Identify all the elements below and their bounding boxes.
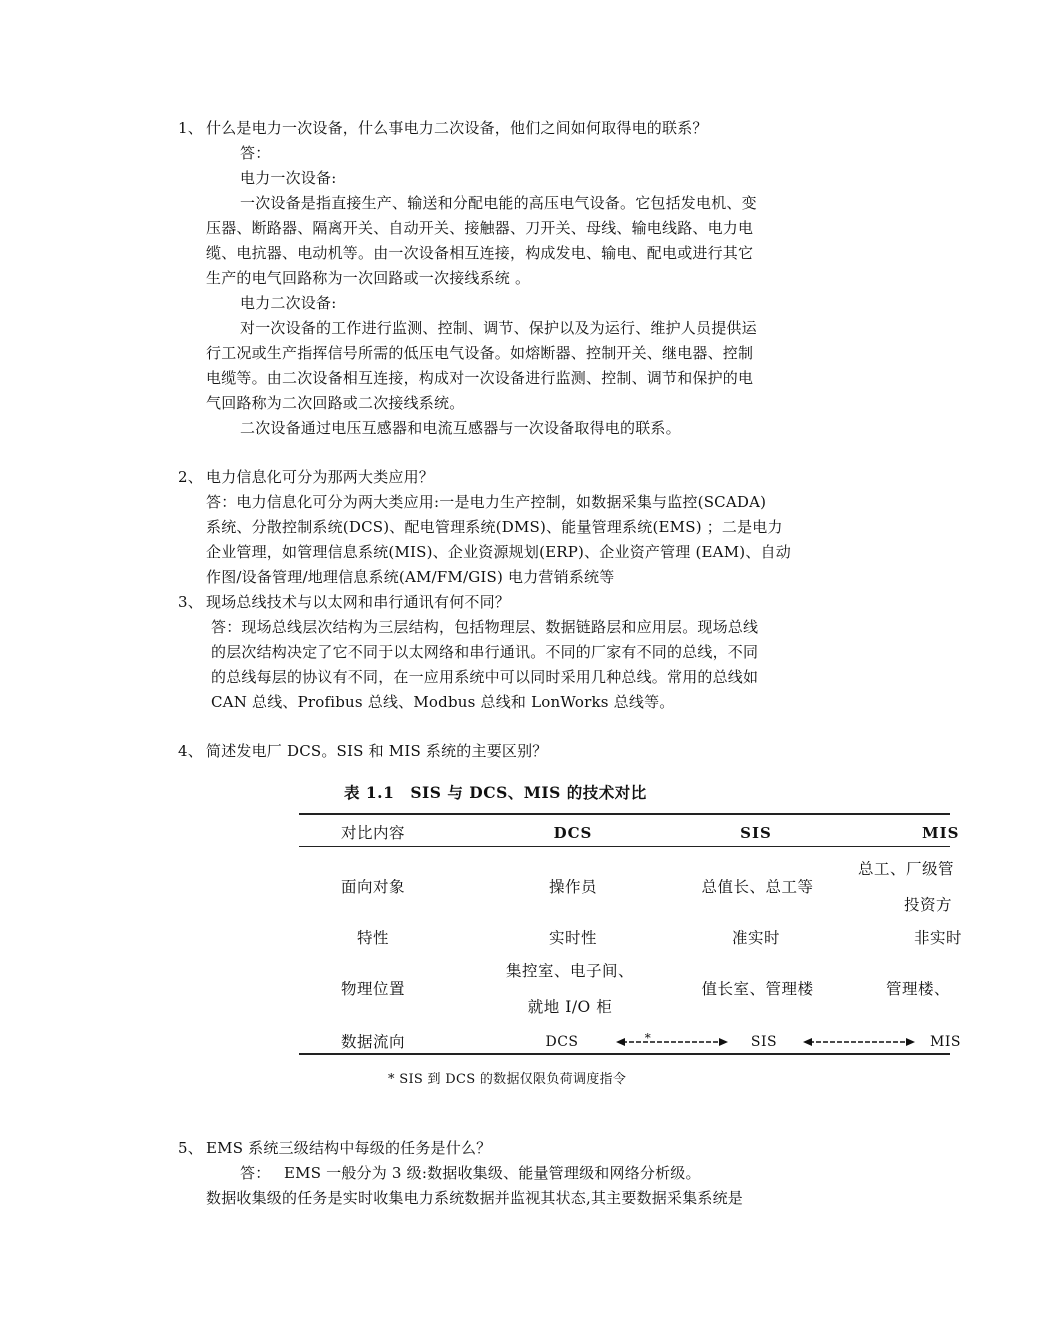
table-cell-mis: 非实时 — [914, 929, 963, 947]
q5-answer-text: EMS 一般分为 3 级:数据收集级、能量管理级和网络分析级。 — [284, 1164, 701, 1182]
table-row-label: 物理位置 — [340, 980, 405, 998]
flow-arrow-mark: * — [644, 1031, 652, 1045]
table-cell-mis: 管理楼、 — [886, 980, 951, 998]
q1-secondary-line: 电缆等。由二次设备相互连接，构成对一次设备进行监测、控制、调节和保护的电 — [206, 369, 754, 387]
q2-question: 电力信息化可分为那两大类应用？ — [206, 468, 435, 486]
q2-answer-line: 答：电力信息化可分为两大类应用:一是电力生产控制，如数据采集与监控(SCADA) — [206, 493, 767, 511]
q5-answer-label: 答： — [240, 1164, 271, 1182]
q1-number: 1、 — [178, 119, 203, 137]
table-cell-mis: 投资方 — [904, 896, 953, 914]
q1-secondary-line: 行工况或生产指挥信号所需的低压电气设备。如熔断器、控制开关、继电器、控制 — [206, 344, 754, 362]
q3-answer-line: 的总线每层的协议有不同，在一应用系统中可以同时采用几种总线。常用的总线如 — [211, 668, 759, 686]
table-top-rule — [299, 813, 950, 815]
q2-answer-line: 作图/设备管理/地理信息系统(AM/FM/GIS) 电力营销系统等 — [206, 568, 615, 586]
double-arrow-icon — [616, 1036, 728, 1048]
q1-answer-label: 答： — [240, 144, 271, 162]
q1-link-line: 二次设备通过电压互感器和电流互感器与一次设备取得电的联系。 — [240, 419, 681, 437]
q5-question: EMS 系统三级结构中每级的任务是什么？ — [206, 1139, 492, 1157]
q3-question: 现场总线技术与以太网和串行通讯有何不同？ — [206, 593, 511, 611]
table-header-mis: MIS — [922, 824, 960, 842]
q5-continuation: 数据收集级的任务是实时收集电力系统数据并监视其状态,其主要数据采集系统是 — [206, 1189, 743, 1207]
q4-question: 简述发电厂 DCS。SIS 和 MIS 系统的主要区别？ — [206, 742, 548, 760]
q1-primary-heading: 电力一次设备: — [240, 169, 337, 187]
q2-answer-line: 企业管理，如管理信息系统(MIS)、企业资源规划(ERP)、企业资产管理 (EAM)、自动 — [206, 543, 791, 561]
table-cell-dcs: 就地 I/O 柜 — [527, 998, 613, 1016]
q3-answer-line: 答：现场总线层次结构为三层结构，包括物理层、数据链路层和应用层。现场总线 — [211, 618, 759, 636]
double-arrow-icon — [803, 1036, 915, 1048]
table-cell-dcs: 操作员 — [548, 878, 597, 896]
q1-primary-line: 缆、电抗器、电动机等。由一次设备相互连接，构成发电、输电、配电或进行其它 — [206, 244, 754, 262]
flow-dcs-label: DCS — [545, 1034, 579, 1050]
q3-answer-line: CAN 总线、Profibus 总线、Modbus 总线和 LonWorks 总线等。 — [211, 693, 675, 711]
flow-mis-label: MIS — [930, 1034, 961, 1050]
q2-answer-line: 系统、分散控制系统(DCS)、配电管理系统(DMS)、能量管理系统(EMS) ；二是电力 — [206, 518, 783, 536]
q1-primary-line: 一次设备是指直接生产、输送和分配电能的高压电气设备。它包括发电机、变 — [240, 194, 757, 212]
q5-number: 5、 — [178, 1139, 203, 1157]
table-cell-sis: 准实时 — [731, 929, 780, 947]
q1-secondary-line: 对一次设备的工作进行监测、控制、调节、保护以及为运行、维护人员提供运 — [240, 319, 757, 337]
flow-sis-label: SIS — [750, 1034, 778, 1050]
table-row-label: 面向对象 — [340, 878, 405, 896]
q1-question: 什么是电力一次设备，什么事电力二次设备，他们之间如何取得电的联系？ — [206, 119, 708, 137]
table-header-rule — [299, 846, 950, 847]
q3-number: 3、 — [178, 593, 203, 611]
table-footnote: * SIS 到 DCS 的数据仅限负荷调度指令 — [388, 1072, 627, 1087]
table-bottom-rule — [299, 1053, 950, 1055]
table-cell-mis: 总工、厂级管 — [858, 860, 955, 878]
table-row-label: 数据流向 — [340, 1033, 405, 1051]
table-header-sis: SIS — [740, 824, 772, 842]
q1-secondary-heading: 电力二次设备: — [240, 294, 337, 312]
table-cell-dcs: 集控室、电子间、 — [505, 962, 634, 980]
q4-number: 4、 — [178, 742, 203, 760]
q1-primary-line: 压器、断路器、隔离开关、自动开关、接触器、刀开关、母线、输电线路、电力电 — [206, 219, 754, 237]
table-header-compare: 对比内容 — [340, 824, 405, 842]
q1-primary-line: 生产的电气回路称为一次回路或一次接线系统 。 — [206, 269, 531, 287]
q3-answer-line: 的层次结构决定了它不同于以太网络和串行通讯。不同的厂家有不同的总线，不同 — [211, 643, 759, 661]
table-header-dcs: DCS — [553, 824, 593, 842]
table-cell-sis: 值长室、管理楼 — [701, 980, 814, 998]
q2-number: 2、 — [178, 468, 203, 486]
table-cell-sis: 总值长、总工等 — [701, 878, 814, 896]
table-caption: 表 1.1 SIS 与 DCS、MIS 的技术对比 — [344, 783, 647, 802]
table-row-label: 特性 — [356, 929, 389, 947]
q1-secondary-line: 气回路称为二次回路或二次接线系统。 — [206, 394, 465, 412]
table-cell-dcs: 实时性 — [548, 929, 597, 947]
